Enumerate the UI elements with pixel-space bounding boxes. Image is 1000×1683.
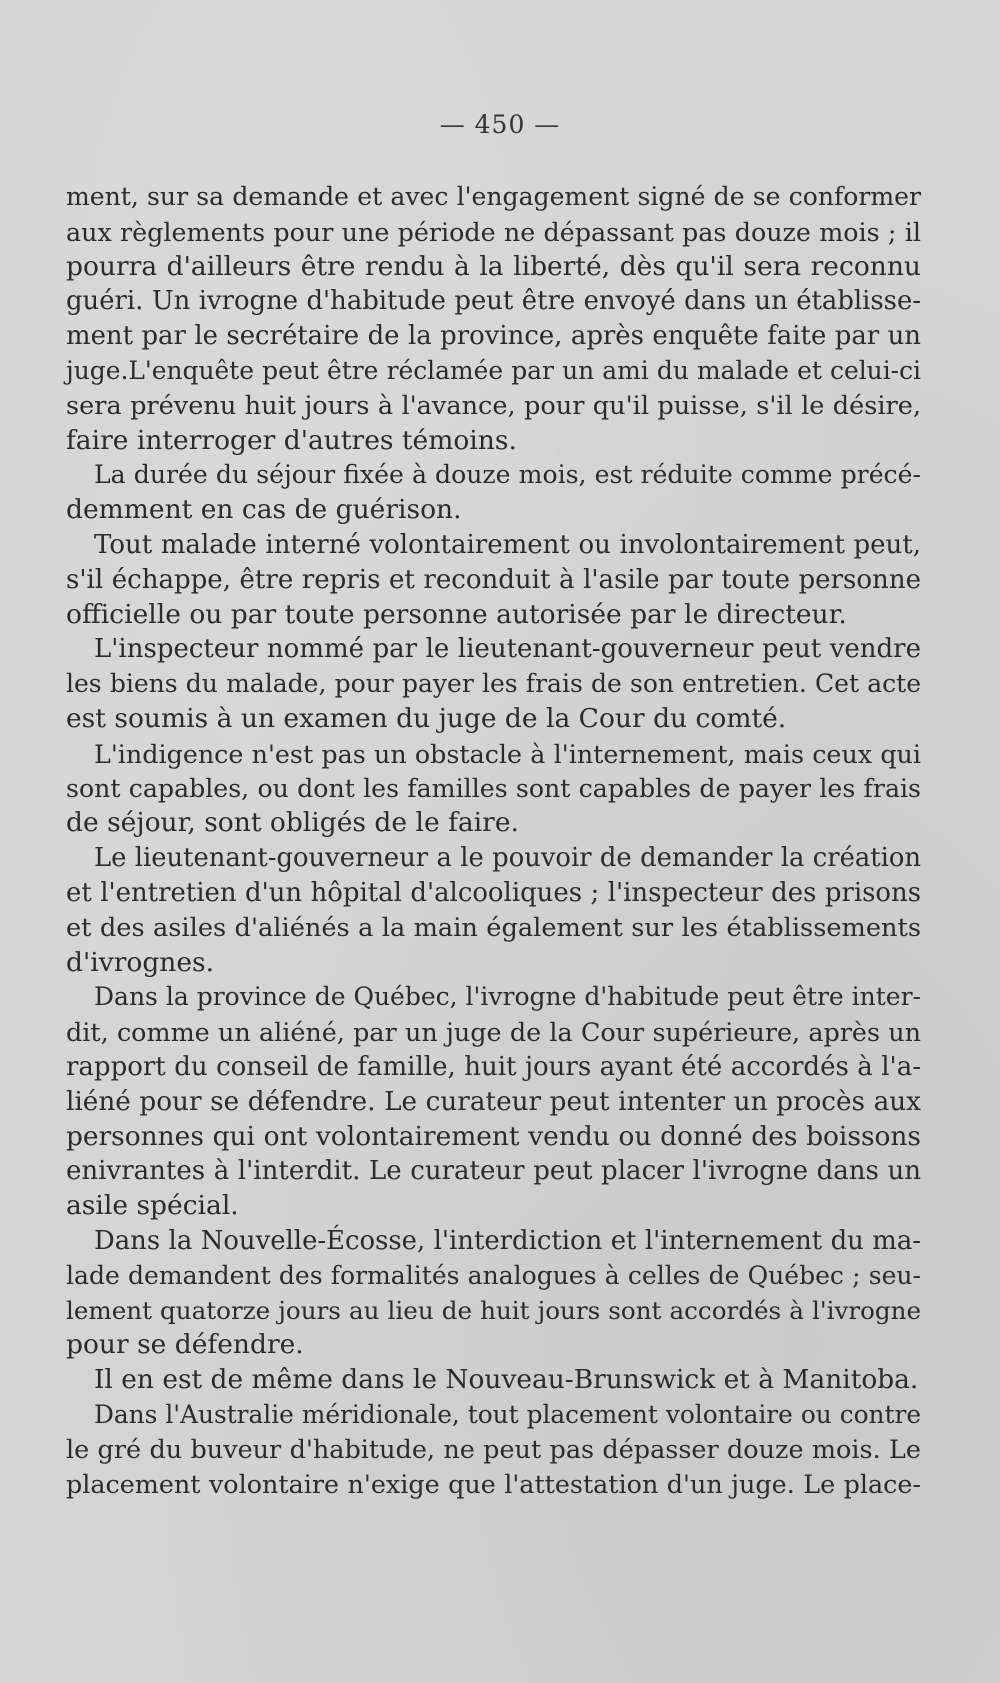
paragraph <box>66 1363 921 1398</box>
text-line: L'indigence n'est pas un obstacle à l'internement, mais ceux qui <box>94 738 921 769</box>
text-line: lement quatorze jours au lieu de huit jours sont accordés à l'ivrogne <box>66 1295 921 1325</box>
text-line: Dans la Nouvelle-Écosse, l'interdiction et l'internement du ma- <box>94 1225 921 1256</box>
text-line: asile spécial. <box>66 1190 239 1222</box>
text-line: d'ivrognes. <box>66 946 215 978</box>
text-line: lade demandent des formalités analogues à celles de Québec ; seu- <box>66 1260 921 1290</box>
text-line: Dans la province de Québec, l'ivrogne d'habitude peut être inter- <box>94 982 921 1012</box>
paragraph <box>66 458 921 528</box>
text-line: rapport du conseil de famille, huit jours ayant été accordés à l'a- <box>66 1051 921 1082</box>
body-text <box>66 180 921 1502</box>
text-line: de séjour, sont obligés de le faire. <box>66 807 519 839</box>
text-line: les biens du malade, pour payer les frais de son entretien. Cet acte <box>66 669 921 699</box>
paragraph <box>66 841 921 980</box>
text-line: enivrantes à l'interdit. Le curateur peut placer l'ivrogne dans un <box>66 1156 921 1187</box>
text-line: est soumis à un examen du juge de la Cour du comté. <box>66 702 787 734</box>
text-line: liéné pour se défendre. Le curateur peut intenter un procès aux <box>66 1086 921 1117</box>
text-line: sont capables, ou dont les familles sont capables de payer les frais <box>66 773 921 803</box>
page-number: — 450 — <box>439 110 561 139</box>
text-line: pourra d'ailleurs être rendu à la liberté, dès qu'il sera reconnu <box>66 250 921 282</box>
text-line: guéri. Un ivrogne d'habitude peut être envoyé dans un établisse- <box>66 286 921 317</box>
text-line: dit, comme un aliéné, par un juge de la Cour supérieure, après un <box>66 1017 921 1048</box>
text-line: et des asiles d'aliénés a la main également sur les établissements <box>66 912 921 943</box>
text-line: pour se défendre. <box>66 1329 304 1361</box>
text-line: Tout malade interné volontairement ou involontairement peut, <box>94 529 921 560</box>
text-line: s'il échappe, être repris et reconduit à l'asile par toute personne <box>66 564 921 595</box>
paragraph <box>66 528 921 632</box>
paragraph <box>66 180 921 458</box>
paragraph <box>66 737 921 841</box>
text-line: ment, sur sa demande et avec l'engagement signé de se conformer <box>66 182 921 211</box>
paragraph <box>66 1224 921 1363</box>
text-line: juge.L'enquête peut être réclamée par un ami du malade et celui-ci <box>66 355 921 385</box>
paragraph <box>66 632 921 736</box>
text-line: placement volontaire n'exige que l'attestation d'un juge. Le place- <box>66 1469 921 1500</box>
text-line: faire interroger d'autres témoins. <box>66 424 517 456</box>
text-line: personnes qui ont volontairement vendu ou donné des boissons <box>66 1120 921 1152</box>
text-line: officielle ou par toute personne autorisée par le directeur. <box>66 598 847 630</box>
text-line: sera prévenu huit jours à l'avance, pour qu'il puisse, s'il le désire, <box>66 390 921 421</box>
text-line: et l'entretien d'un hôpital d'alcooliques ; l'inspecteur des prisons <box>66 877 921 908</box>
paragraph <box>66 1398 921 1502</box>
text-line: Le lieutenant-gouverneur a le pouvoir de demander la création <box>94 843 921 874</box>
text-line: ment par le secrétaire de la province, après enquête faite par un <box>66 321 921 352</box>
text-line: La durée du séjour fixée à douze mois, est réduite comme précé- <box>94 460 921 490</box>
paragraph <box>66 980 921 1224</box>
text-line: Dans l'Australie méridionale, tout placement volontaire ou contre <box>94 1399 921 1429</box>
text-line: Il en est de même dans le Nouveau-Brunswick et à Manitoba. <box>94 1364 919 1396</box>
text-line: le gré du buveur d'habitude, ne peut pas dépasser douze mois. Le <box>66 1434 921 1465</box>
text-line: demment en cas de guérison. <box>66 494 462 526</box>
text-line: aux règlements pour une période ne dépassant pas douze mois ; il <box>66 216 921 247</box>
text-line: L'inspecteur nommé par le lieutenant-gouverneur peut vendre <box>94 634 921 665</box>
